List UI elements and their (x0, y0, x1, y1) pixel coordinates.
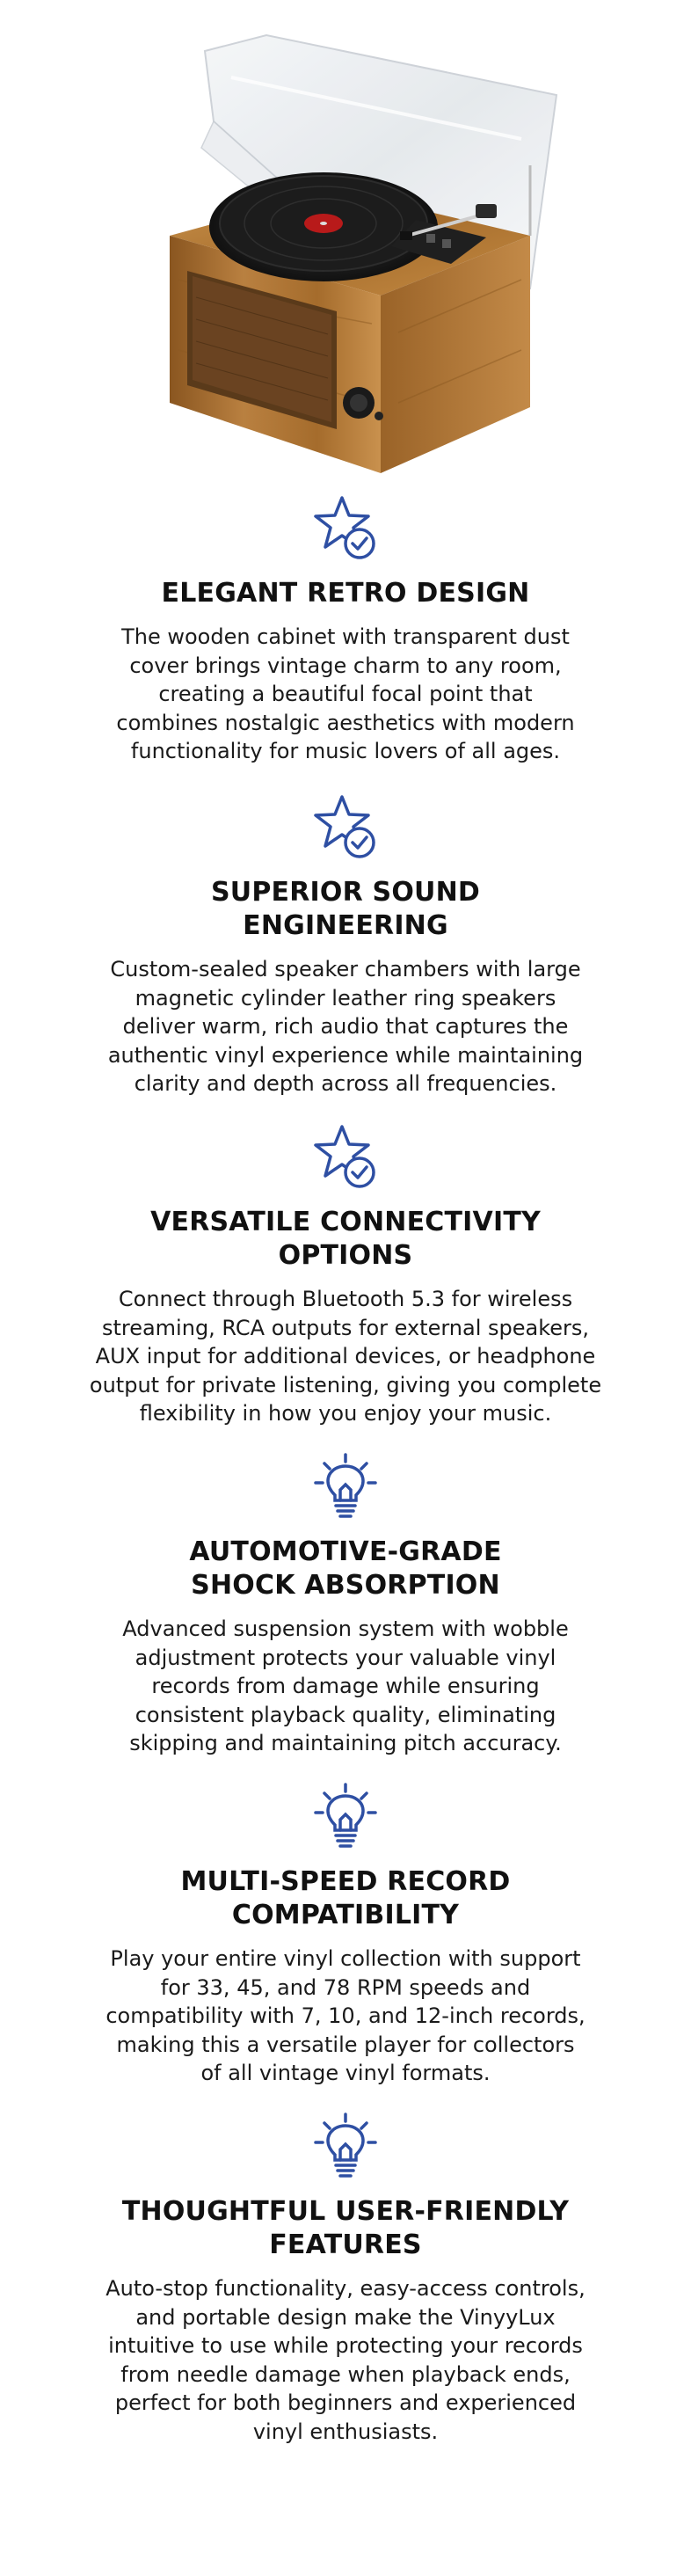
description-line: Connect through Bluetooth 5.3 for wireless (118, 1287, 573, 1311)
description-line: vinyl enthusiasts. (252, 2419, 439, 2444)
star-check-icon (310, 792, 381, 862)
description-line: adjustment protects your valuable vinyl (135, 1645, 556, 1670)
description-line: Advanced suspension system with wobble (122, 1616, 569, 1641)
feature-description (122, 1615, 568, 1758)
feature-superior-sound-engineering (0, 792, 691, 1098)
description-line: functionality for music lovers of all ages. (130, 739, 561, 763)
description-line: authentic vinyl experience while maintaining (107, 1042, 584, 1068)
feature-description (108, 955, 583, 1098)
turntable-product-image (117, 16, 574, 482)
feature-multi-speed-record-compatibility (0, 1781, 691, 2088)
feature-automotive-grade-shock-absorption (0, 1451, 691, 1758)
description-line: magnetic cylinder leather ring speakers (135, 985, 556, 1011)
description-line: skipping and maintaining pitch accuracy. (129, 1731, 562, 1755)
feature-title (122, 2195, 569, 2262)
lightbulb-icon (310, 1781, 381, 1851)
feature-elegant-retro-design (0, 493, 691, 766)
title-line: COMPATIBILITY (231, 1900, 460, 1930)
title-line: VERSATILE CONNECTIVITY (150, 1207, 541, 1237)
title-line: MULTI-SPEED RECORD (180, 1866, 511, 1897)
feature-description (116, 623, 574, 766)
description-line: streaming, RCA outputs for external speakers, (101, 1315, 590, 1340)
star-check-icon (310, 493, 381, 563)
feature-description (105, 2274, 585, 2446)
description-line: combines nostalgic aesthetics with modern (116, 710, 575, 735)
description-line: The wooden cabinet with transparent dust (121, 624, 570, 649)
lightbulb-icon (310, 2111, 381, 2181)
description-line: flexibility in how you enjoy your music. (139, 1401, 552, 1426)
description-line: of all vintage vinyl formats. (200, 2061, 491, 2085)
description-line: creating a beautiful focal point that (158, 682, 533, 706)
description-line: Play your entire vinyl collection with support (110, 1946, 581, 1971)
feature-title: ELEGANT RETRO DESIGN (161, 578, 530, 609)
feature-title (189, 1536, 501, 1602)
description-line: for 33, 45, and 78 RPM speeds and (160, 1974, 531, 2000)
description-line: and portable design make the VinyyLux (135, 2304, 556, 2330)
description-line: cover brings vintage charm to any room, (129, 653, 562, 678)
feature-description (105, 1945, 585, 2088)
description-line: Custom-sealed speaker chambers with large (110, 957, 581, 982)
title-line: THOUGHTFUL USER-FRIENDLY (121, 2196, 570, 2227)
description-line: from needle damage when playback ends, (120, 2361, 571, 2387)
description-line: deliver warm, rich audio that captures the (122, 1014, 569, 1039)
feature-title (211, 876, 480, 943)
hero-image-container (0, 0, 691, 493)
description-line: AUX input for additional devices, or headphone (95, 1344, 596, 1368)
description-line: clarity and depth across all frequencies. (134, 1071, 557, 1096)
title-line: SHOCK ABSORPTION (191, 1570, 500, 1601)
description-line: compatibility with 7, 10, and 12-inch records, (105, 2003, 586, 2028)
description-line: consistent playback quality, eliminating (135, 1702, 556, 1727)
title-line: OPTIONS (278, 1240, 413, 1271)
feature-versatile-connectivity-options (0, 1121, 691, 1428)
description-line: making this a versatile player for collectors (116, 2032, 575, 2057)
description-line: Auto-stop functionality, easy-access controls, (105, 2276, 586, 2301)
description-line: records from damage while ensuring (151, 1674, 540, 1698)
feature-thoughtful-user-friendly-features (0, 2111, 691, 2446)
title-line: FEATURES (269, 2229, 422, 2260)
description-line: intuitive to use while protecting your records (108, 2333, 583, 2358)
description-line: output for private listening, giving you complete (89, 1372, 602, 1397)
feature-description (90, 1285, 601, 1428)
feature-title (150, 1206, 541, 1273)
description-line: perfect for both beginners and experienced (114, 2390, 577, 2415)
title-line: AUTOMOTIVE-GRADE (189, 1536, 502, 1567)
star-check-icon (310, 1121, 381, 1192)
title-line: SUPERIOR SOUND (210, 877, 481, 908)
lightbulb-icon (310, 1451, 381, 1522)
feature-title (180, 1865, 510, 1932)
title-line: ENGINEERING (243, 910, 448, 941)
